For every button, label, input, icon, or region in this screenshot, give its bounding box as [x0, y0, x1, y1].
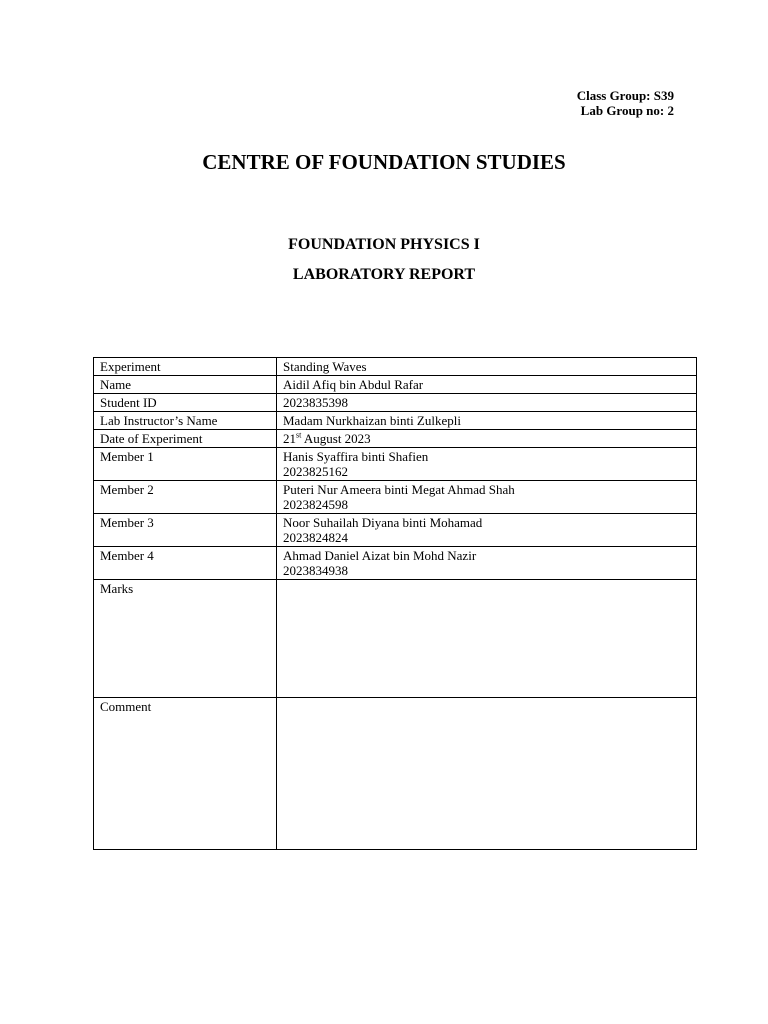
report-info-table [93, 357, 697, 850]
comment-value [277, 698, 697, 850]
table-row-comment [94, 698, 697, 850]
table-row-member-1 [94, 448, 697, 481]
member-4-id: 2023834938 [283, 563, 348, 578]
member-4-label: Member 4 [94, 547, 277, 580]
class-info [577, 88, 674, 118]
marks-label: Marks [94, 580, 277, 698]
member-1-value [277, 448, 697, 481]
date-rest: August 2023 [301, 431, 371, 446]
table-row-student-id [94, 394, 697, 412]
date-suffix: st [296, 430, 302, 440]
table-row-name [94, 376, 697, 394]
member-1-id: 2023825162 [283, 464, 348, 479]
name-value: Aidil Afiq bin Abdul Rafar [277, 376, 697, 394]
student-id-label: Student ID [94, 394, 277, 412]
date-day: 21 [283, 431, 296, 446]
marks-value [277, 580, 697, 698]
table-row-experiment [94, 358, 697, 376]
student-id-value: 2023835398 [277, 394, 697, 412]
member-4-value [277, 547, 697, 580]
name-label: Name [94, 376, 277, 394]
lab-group: Lab Group no: 2 [580, 103, 674, 118]
comment-label: Comment [94, 698, 277, 850]
table-row-date [94, 430, 697, 448]
instructor-value: Madam Nurkhaizan binti Zulkepli [277, 412, 697, 430]
member-4-name: Ahmad Daniel Aizat bin Mohd Nazir [283, 548, 477, 563]
table-row-member-4 [94, 547, 697, 580]
member-2-name: Puteri Nur Ameera binti Megat Ahmad Shah [283, 482, 515, 497]
member-2-id: 2023824598 [283, 497, 348, 512]
course-title: FOUNDATION PHYSICS I [288, 236, 480, 253]
table-row-marks [94, 580, 697, 698]
date-value [277, 430, 697, 448]
member-3-id: 2023824824 [283, 530, 348, 545]
instructor-label: Lab Instructor’s Name [94, 412, 277, 430]
table-row-instructor [94, 412, 697, 430]
experiment-value: Standing Waves [277, 358, 697, 376]
experiment-label: Experiment [94, 358, 277, 376]
table-row-member-2 [94, 481, 697, 514]
member-1-label: Member 1 [94, 448, 277, 481]
member-2-label: Member 2 [94, 481, 277, 514]
date-label: Date of Experiment [94, 430, 277, 448]
class-group: Class Group: S39 [576, 88, 674, 103]
report-title: LABORATORY REPORT [292, 266, 476, 283]
table-row-member-3 [94, 514, 697, 547]
member-2-value [277, 481, 697, 514]
member-3-label: Member 3 [94, 514, 277, 547]
member-1-name: Hanis Syaffira binti Shafien [283, 449, 429, 464]
member-3-value [277, 514, 697, 547]
page-title: CENTRE OF FOUNDATION STUDIES [202, 150, 566, 174]
member-3-name: Noor Suhailah Diyana binti Mohamad [283, 515, 483, 530]
